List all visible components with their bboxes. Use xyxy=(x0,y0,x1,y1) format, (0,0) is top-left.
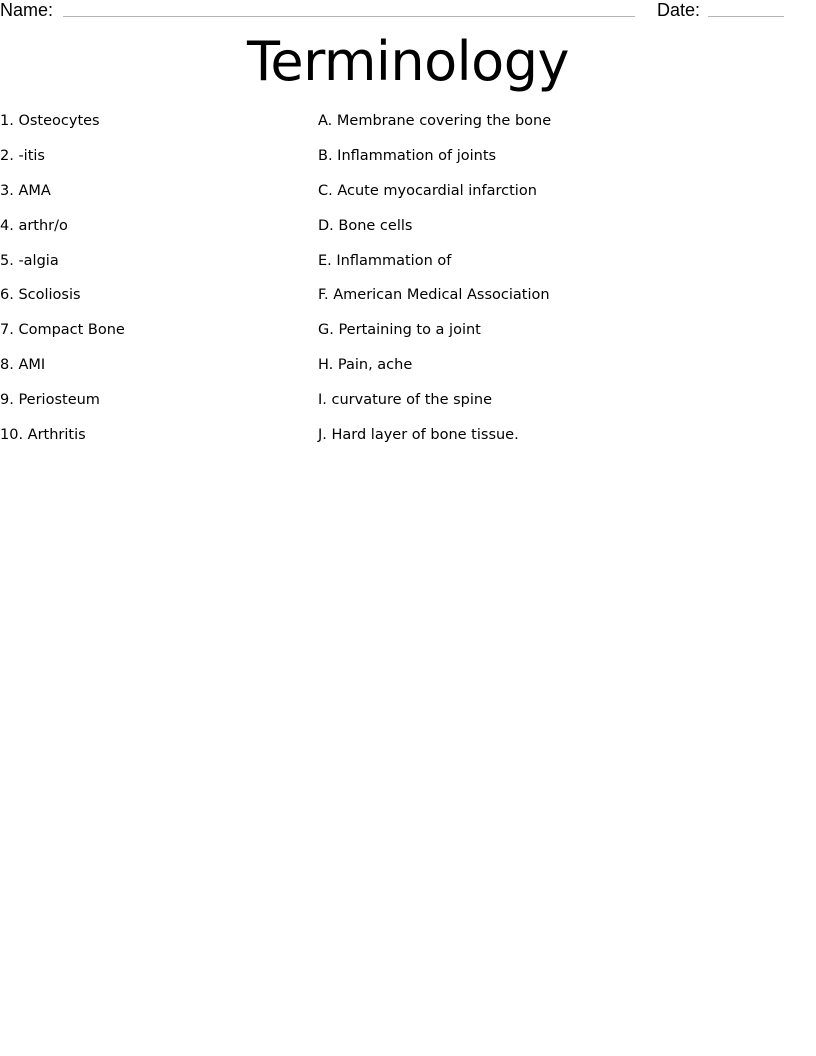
term-item: 7. Compact Bone xyxy=(0,322,125,339)
term-item: 4. arthr/o xyxy=(0,217,68,234)
definitions-column xyxy=(318,112,738,461)
name-label: Name: xyxy=(0,0,54,20)
term-item: 10. Arthritis xyxy=(0,427,86,444)
term-item: 9. Periosteum xyxy=(0,392,100,409)
definition-item: H. Pain, ache xyxy=(318,357,413,374)
terms-column xyxy=(0,112,300,461)
term-item: 1. Osteocytes xyxy=(0,113,100,129)
date-label: Date: xyxy=(657,0,701,20)
name-field[interactable] xyxy=(63,16,635,17)
page-title: Terminology xyxy=(247,30,569,93)
definition-item: B. Inflammation of joints xyxy=(318,147,497,164)
definition-item: A. Membrane covering the bone xyxy=(318,113,552,129)
term-item: 2. -itis xyxy=(0,147,45,164)
date-field[interactable] xyxy=(708,16,784,17)
definition-item: F. American Medical Association xyxy=(318,287,550,304)
definition-item: D. Bone cells xyxy=(318,217,413,234)
definition-item: E. Inflammation of xyxy=(318,252,452,269)
definition-item: C. Acute myocardial infarction xyxy=(318,182,537,199)
term-item: 3. AMA xyxy=(0,182,51,199)
term-item: 8. AMI xyxy=(0,357,46,374)
worksheet-header xyxy=(0,0,816,22)
term-item: 6. Scoliosis xyxy=(0,287,81,304)
term-item: 5. -algia xyxy=(0,252,59,269)
definition-item: I. curvature of the spine xyxy=(318,392,493,409)
definition-item: J. Hard layer of bone tissue. xyxy=(318,427,519,444)
definition-item: G. Pertaining to a joint xyxy=(318,322,481,339)
